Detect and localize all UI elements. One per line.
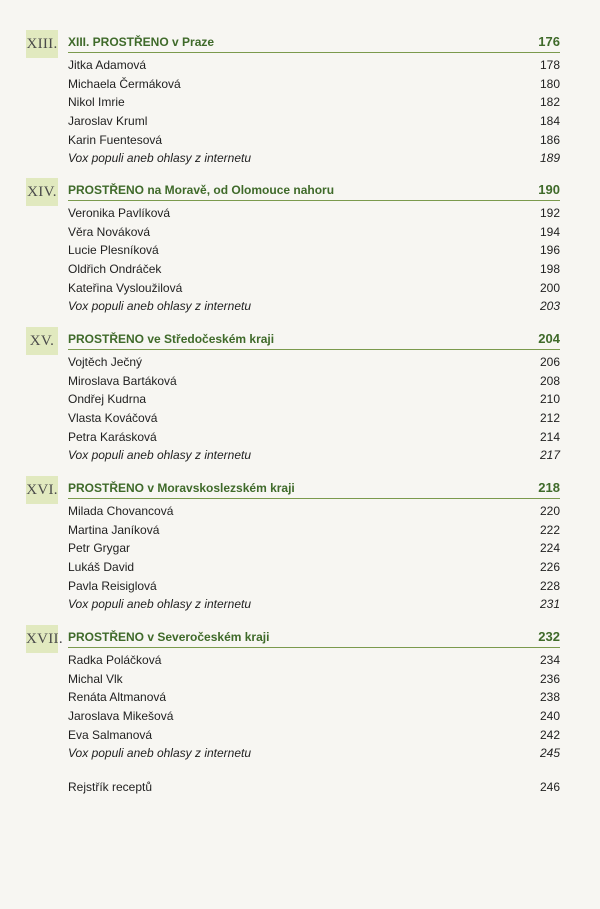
toc-entry (68, 223, 560, 242)
entry-page: 240 (539, 709, 560, 724)
toc-entry (68, 521, 560, 540)
entry-name: Miroslava Bartáková (68, 373, 177, 388)
section-title: PROSTŘENO ve Středočeském kraji (68, 332, 275, 346)
entry-name: Věra Nováková (68, 224, 151, 239)
entry-name: Rejstřík receptů (68, 780, 153, 794)
section-title: PROSTŘENO na Moravě, od Olomouce nahoru (68, 183, 335, 197)
section-page-number: 232 (538, 629, 560, 644)
entry-list (68, 353, 560, 465)
section-title: XIII. PROSTŘENO v Praze (68, 35, 215, 49)
section-numeral: XIII. (26, 30, 58, 58)
toc-entry-vox-populi (68, 595, 560, 614)
entry-name: Vox populi aneb ohlasy z internetu (68, 151, 252, 166)
toc-entry-vox-populi (68, 297, 560, 316)
toc-entry (68, 279, 560, 298)
toc-entry (68, 428, 560, 447)
entry-name: Michal Vlk (68, 671, 123, 686)
entry-name: Oldřich Ondráček (68, 262, 162, 277)
entry-list (68, 502, 560, 614)
entry-page: 212 (539, 411, 560, 426)
entry-page: 222 (539, 522, 560, 537)
section-numeral: XIV. (26, 178, 58, 206)
toc-entry (68, 241, 560, 260)
section-header (68, 331, 560, 350)
entry-name: Karin Fuentesová (68, 132, 163, 147)
toc-entry (68, 75, 560, 94)
entry-page: 192 (539, 206, 560, 220)
entry-page: 200 (539, 280, 560, 295)
entry-list (68, 204, 560, 316)
entry-name: Vox populi aneb ohlasy z internetu (68, 746, 252, 761)
entry-page: 184 (539, 114, 560, 129)
entry-name: Michaela Čermáková (68, 76, 181, 91)
section-header (68, 182, 560, 201)
entry-page: 178 (539, 58, 560, 72)
entry-list (68, 56, 560, 168)
entry-page: 231 (539, 597, 560, 612)
entry-name: Radka Poláčková (68, 653, 162, 667)
section-page-number: 190 (538, 182, 560, 197)
toc-entry (68, 390, 560, 409)
entry-name: Vox populi aneb ohlasy z internetu (68, 299, 252, 314)
entry-page: 208 (539, 373, 560, 388)
entry-page: 198 (539, 262, 560, 277)
entry-page: 189 (539, 151, 560, 166)
toc-entry (68, 409, 560, 428)
entry-name: Vlasta Kováčová (68, 411, 158, 426)
entry-page: 186 (539, 132, 560, 147)
toc-entry (68, 502, 560, 521)
entry-name: Vox populi aneb ohlasy z internetu (68, 448, 252, 463)
entry-page: 236 (539, 671, 560, 686)
entry-name: Jitka Adamová (68, 58, 147, 72)
toc-entry (68, 707, 560, 726)
entry-name: Veronika Pavlíková (68, 206, 171, 220)
entry-page: 196 (539, 243, 560, 258)
toc-entry (68, 93, 560, 112)
toc-entry (68, 726, 560, 745)
toc-entry (68, 372, 560, 391)
entry-page: 180 (539, 76, 560, 91)
section-page-number: 218 (538, 480, 560, 495)
section-header (68, 34, 560, 53)
toc-entry (68, 539, 560, 558)
toc-entry (68, 204, 560, 223)
entry-name: Petr Grygar (68, 541, 131, 556)
toc-entry-vox-populi (68, 446, 560, 465)
entry-page: 228 (539, 578, 560, 593)
entry-name: Renáta Altmanová (68, 690, 167, 705)
entry-page: 217 (539, 448, 560, 463)
entry-name: Ondřej Kudrna (68, 392, 147, 407)
toc-entry (68, 56, 560, 75)
entry-name: Martina Janíková (68, 522, 160, 537)
entry-name: Jaroslava Mikešová (68, 709, 174, 724)
toc-entry-vox-populi (68, 149, 560, 168)
entry-page: 214 (539, 429, 560, 444)
section-header (68, 480, 560, 499)
entry-name: Vox populi aneb ohlasy z internetu (68, 597, 252, 612)
entry-page: 220 (539, 504, 560, 518)
entry-page: 246 (539, 780, 560, 794)
toc-entry-recipe-index (68, 778, 560, 796)
section-header (68, 629, 560, 648)
section-numeral: XVI. (26, 476, 58, 504)
entry-page: 242 (539, 727, 560, 742)
toc-entry (68, 558, 560, 577)
section-title: PROSTŘENO v Severočeském kraji (68, 630, 270, 644)
toc-entry (68, 688, 560, 707)
entry-name: Lucie Plesníková (68, 243, 159, 258)
entry-page: 182 (539, 95, 560, 110)
entry-list (68, 651, 560, 763)
entry-page: 206 (539, 355, 560, 369)
section-page-number: 176 (538, 34, 560, 49)
entry-name: Kateřina Vysloužilová (68, 280, 183, 295)
entry-page: 238 (539, 690, 560, 705)
section-title: PROSTŘENO v Moravskoslezském kraji (68, 481, 295, 495)
entry-name: Eva Salmanová (68, 727, 153, 742)
entry-name: Petra Karásková (68, 429, 157, 444)
toc-entry (68, 577, 560, 596)
entry-name: Nikol Imrie (68, 95, 125, 110)
entry-name: Lukáš David (68, 560, 135, 575)
toc-entry (68, 112, 560, 131)
entry-page: 210 (539, 392, 560, 407)
entry-page: 234 (539, 653, 560, 667)
entry-page: 203 (539, 299, 560, 314)
section-numeral: XV. (26, 327, 58, 355)
entry-name: Milada Chovancová (68, 504, 174, 518)
section-numeral: XVII. (26, 625, 58, 653)
entry-page: 245 (539, 746, 560, 761)
toc-entry (68, 670, 560, 689)
toc-entry (68, 353, 560, 372)
section-page-number: 204 (538, 331, 560, 346)
entry-page: 226 (539, 560, 560, 575)
entry-name: Jaroslav Kruml (68, 114, 148, 129)
entry-page: 224 (539, 541, 560, 556)
toc-entry (68, 260, 560, 279)
toc-entry (68, 131, 560, 150)
toc-entry-vox-populi (68, 744, 560, 763)
entry-name: Pavla Reisiglová (68, 578, 157, 593)
toc-entry (68, 651, 560, 670)
entry-name: Vojtěch Ječný (68, 355, 143, 369)
entry-page: 194 (539, 224, 560, 239)
